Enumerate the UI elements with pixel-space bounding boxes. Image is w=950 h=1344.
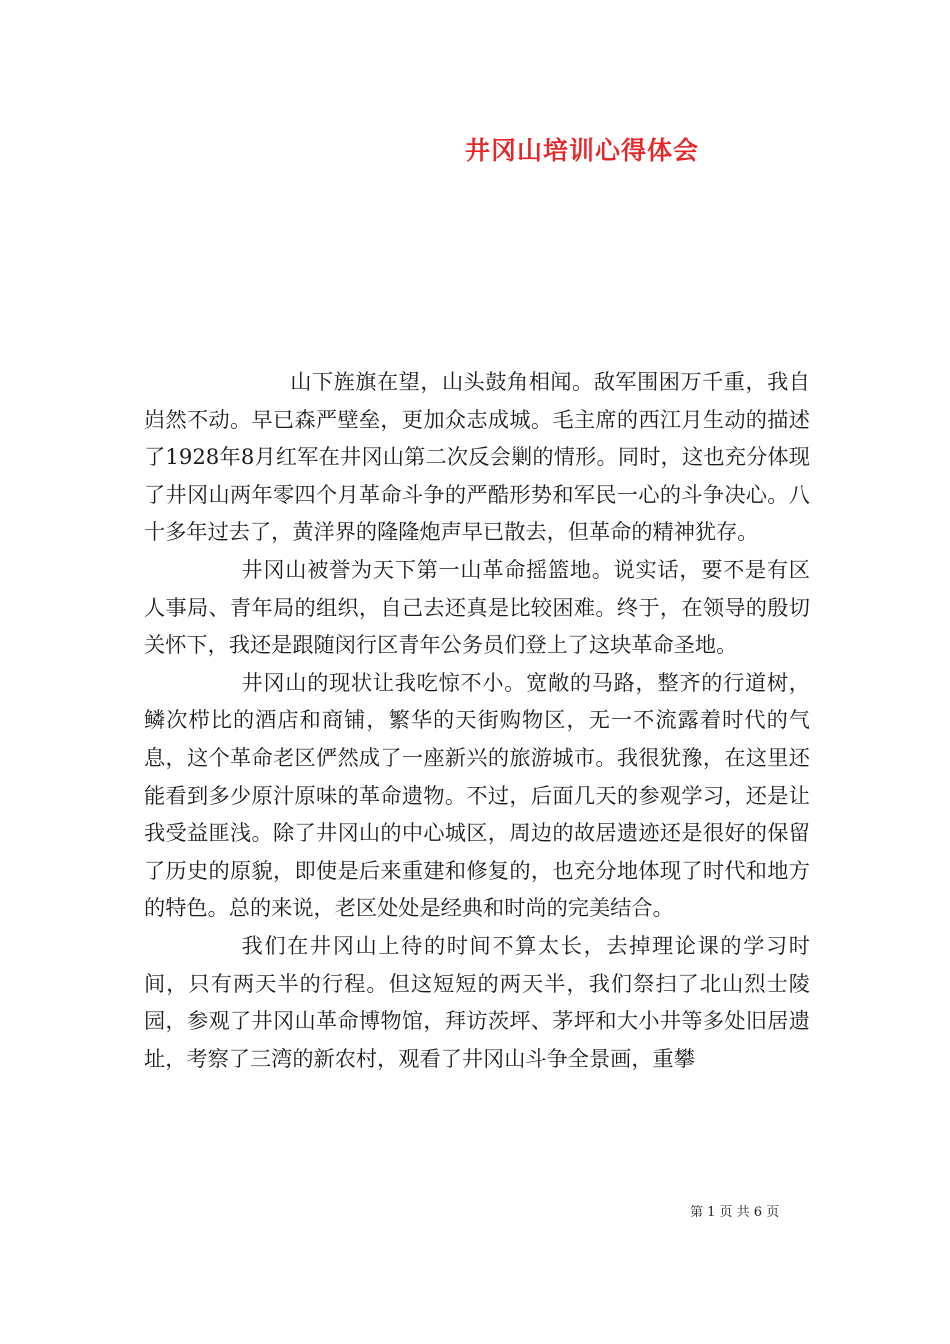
paragraph-3: 井冈山的现状让我吃惊不小。宽敞的马路，整齐的行道树，鳞次栉比的酒店和商铺，繁华的天街购物区，无一不流露着时代的气息，这个革命老区俨然成了一座新兴的旅游城市。我很犹豫，在这里还能看到多少原汁原味的革命遗物。不过，后面几天的参观学习，还是让我受益匪浅。除了井冈山的中心城区，周边的故居遗迹还是很好的保留了历史的原貌，即使是后来重建和修复的，也充分地体现了时代和地方的特色。总的来说，老区处处是经典和时尚的完美结合。 — [144, 669, 810, 921]
document-body — [144, 363, 810, 1077]
document-title: 井冈山培训心得体会 — [464, 136, 699, 165]
paragraph-1: 山下旌旗在望，山头鼓角相闻。敌军围困万千重，我自岿然不动。早已森严壁垒，更加众志成城。毛主席的西江月生动的描述了1928年8月红军在井冈山第二次反会剿的情形。同时，这也充分体现了井冈山两年零四个月革命斗争的严酷形势和军民一心的斗争决心。八十多年过去了，黄洋界的隆隆炮声早已散去，但革命的精神犹存。 — [144, 369, 810, 545]
paragraph-2: 井冈山被誉为天下第一山革命摇篮地。说实话，要不是有区人事局、青年局的组织，自己去还真是比较困难。终于，在领导的殷切关怀下，我还是跟随闵行区青年公务员们登上了这块革命圣地。 — [144, 556, 810, 658]
paragraph-4: 我们在井冈山上待的时间不算太长，去掉理论课的学习时间，只有两天半的行程。但这短短的两天半，我们祭扫了北山烈士陵园，参观了井冈山革命博物馆，拜访茨坪、茅坪和大小井等多处旧居遗址，考察了三湾的新农村，观看了井冈山斗争全景画，重攀 — [144, 932, 810, 1071]
page-number-footer: 第 1 页 共 6 页 — [690, 1205, 780, 1220]
